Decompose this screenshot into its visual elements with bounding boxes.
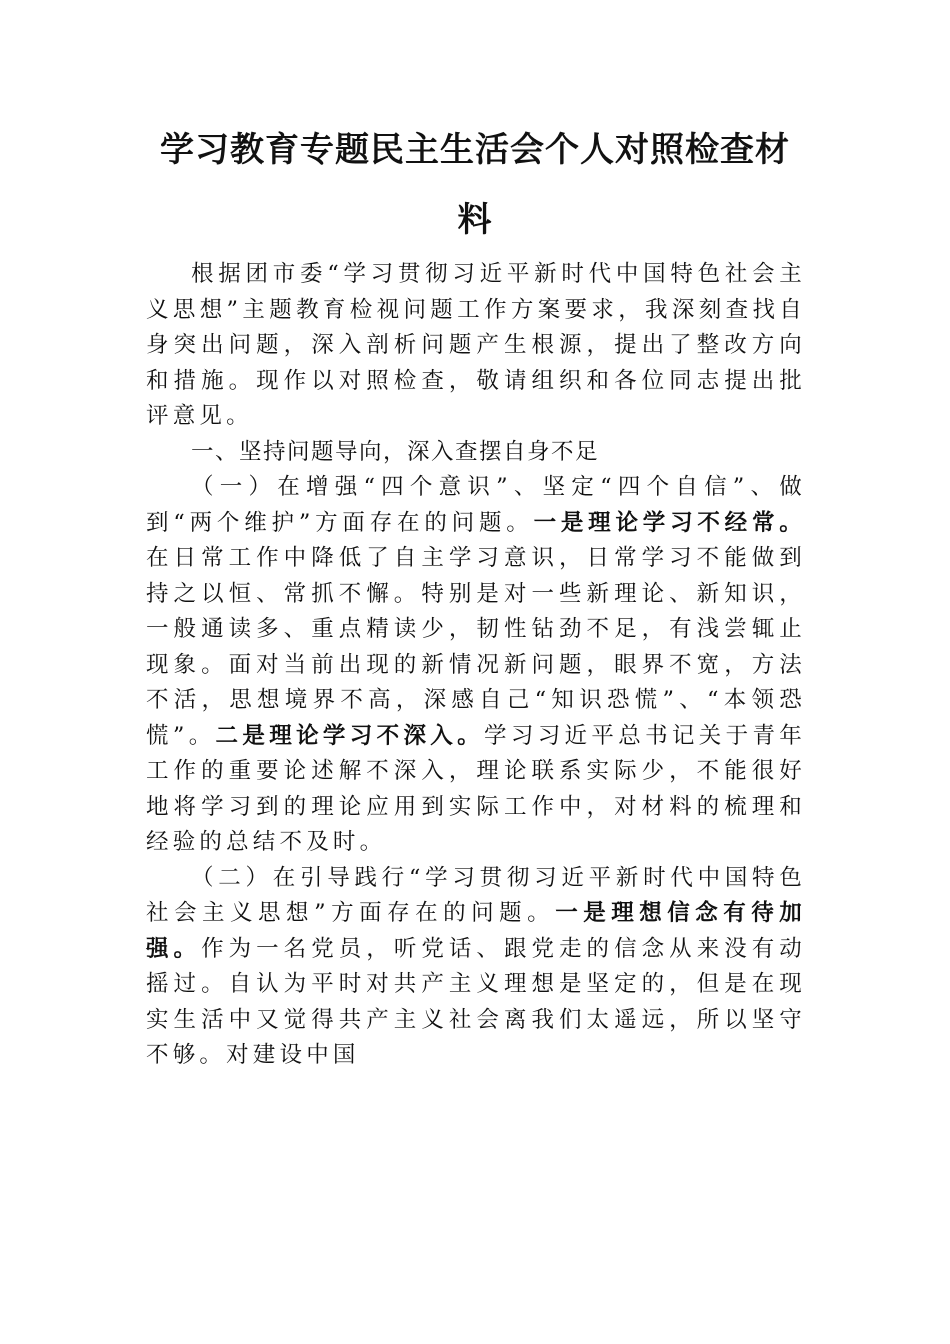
subsection-1-point-1-title: 一是理论学习不经常。 — [533, 509, 806, 536]
subsection-2-point-1-text: 作为一名党员，听党话、跟党走的信念从来没有动摇过。自认为平时对共产主义理想是坚定的，但是在现实生活中又觉得共产主义社会离我们太遥远，所以坚守不够。对建设中国 — [146, 935, 806, 1068]
subsection-1-point-2-text: 学习习近平总书记关于青年工作的重要论述解不深入，理论联系实际少，不能很好地将学习到的理论应用到实际工作中，对材料的梳理和经验的总结不及时。 — [146, 722, 806, 855]
subsection-2-lead: （二）在引导践行“学习贯彻习近平新时代中国特色社会主义思想”方面存在的问题。 — [146, 864, 806, 926]
subsection-1-paragraph — [146, 470, 806, 861]
subsection-1-point-2-title: 二是理论学习不深入。 — [215, 722, 484, 749]
document-title-line-2: 料 — [457, 200, 493, 240]
document-body — [146, 257, 806, 1074]
intro-paragraph: 根据团市委“学习贯彻习近平新时代中国特色社会主义思想”主题教育检视问题工作方案要求，我深刻查找自身突出问题，深入剖析问题产生根源，提出了整改方向和措施。现作以对照检查，敬请组织和各位同志提出批评意见。 — [146, 261, 806, 429]
document-title-line-1: 学习教育专题民主生活会个人对照检查材 — [160, 130, 790, 170]
section-1-heading: 一、坚持问题导向，深入查摆自身不足 — [191, 438, 600, 465]
subsection-1-point-1-text: 在日常工作中降低了自主学习意识，日常学习不能做到持之以恒、常抓不懈。特别是对一些新理论、新知识，一般通读多、重点精读少，韧性钻劲不足，有浅尝辄止现象。面对当前出现的新情况新问题，眼界不宽，方法不活，思想境界不高，深感自己“知识恐慌”、“本领恐慌”。 — [146, 545, 806, 749]
subsection-2-point-1-title: 一是理想信念有待加强。 — [146, 900, 806, 962]
subsection-1-lead: （一）在增强“四个意识”、坚定“四个自信”、做到“两个维护”方面存在的问题。 — [146, 474, 806, 536]
subsection-2-paragraph — [146, 861, 806, 1074]
